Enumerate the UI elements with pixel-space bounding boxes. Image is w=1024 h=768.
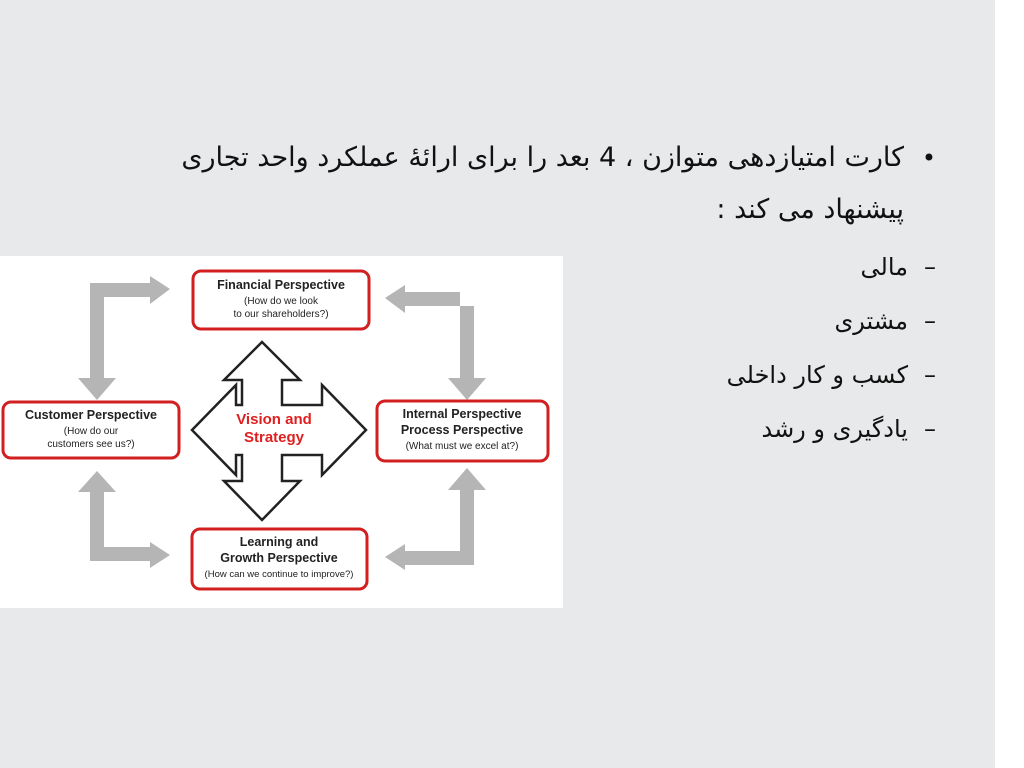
sub-item-label: یادگیری و رشد (761, 415, 908, 443)
financial-sub2: to our shareholders?) (233, 309, 329, 320)
internal-title2: Process Perspective (400, 423, 524, 437)
learning-title1: Learning and (239, 535, 319, 549)
internal-sub1: (What must we excel at?) (405, 441, 519, 452)
slide-edge-strip (995, 0, 1024, 768)
dash-icon: – (924, 361, 936, 389)
main-bullet (116, 132, 936, 236)
center-title-line1: Vision and (236, 411, 312, 428)
dash-icon: – (924, 253, 936, 281)
arrow-internal-to-learning-icon (385, 468, 486, 570)
diagram-svg (0, 256, 563, 608)
arrow-financial-to-customer-icon (78, 276, 170, 400)
learning-sub1: (How can we continue to improve?) (204, 569, 354, 580)
dash-icon: – (924, 415, 936, 443)
customer-sub1: (How do our (63, 426, 119, 437)
financial-title: Financial Perspective (217, 278, 345, 292)
arrow-customer-to-learning-icon (78, 471, 170, 568)
financial-sub1: (How do we look (244, 296, 318, 307)
sub-item-label: مالی (860, 253, 908, 281)
sub-item-label: مشتری (834, 307, 908, 335)
arrow-financial-to-internal-icon (385, 285, 486, 400)
sub-item-label: کسب و کار داخلی (726, 361, 908, 389)
center-title-line2: Strategy (243, 429, 305, 446)
bullet-dot-icon: • (921, 144, 936, 172)
main-bullet-text: کارت امتیازدهی متوازن ، 4 بعد را برای ارائۀ عملکرد واحد تجاری پیشنهاد می کند : (181, 142, 904, 225)
customer-sub2: customers see us?) (47, 439, 135, 450)
dash-icon: – (924, 307, 936, 335)
balanced-scorecard-diagram (0, 256, 563, 608)
internal-title1: Internal Perspective (402, 407, 522, 421)
learning-title2: Growth Perspective (220, 551, 338, 565)
customer-title: Customer Perspective (24, 408, 158, 422)
